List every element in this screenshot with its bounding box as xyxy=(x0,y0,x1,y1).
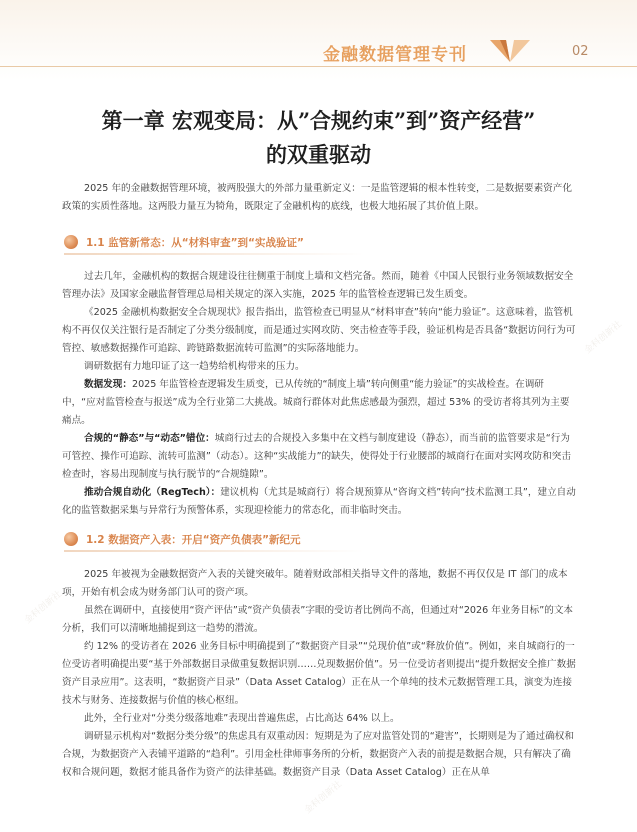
section2-paragraph-5: 调研显示机构对“数据分类分级”的焦虑具有双重动因：短期是为了应对监管处罚的“避害”，长期则是为了通过确权和合规，为数据资产入表铺平道路的“趋利”。引用金杜律师事务所的分析，数据资产入表的前提是数据合规，只有解决了确权和合规问题，数据才能具备作为资产的法律基础。数据资产目录（Data Asset Catalog）正在从单 xyxy=(62,731,574,778)
chapter-title-line-2: 的双重驱动 xyxy=(266,142,371,167)
finding-lead: 数据发现： xyxy=(84,379,132,390)
watermark: 金科创新社 xyxy=(303,779,344,816)
chapter-title-line-1: 第一章 宏观变局：从”合规约束”到”资产经营” xyxy=(101,108,536,133)
section2-paragraph-1: 2025 年被视为金融数据资产入表的关键突破年。随着财政部相关指导文件的落地，数据不再仅仅是 IT 部门的成本项，开始有机会成为财务部门认可的资产项。 xyxy=(62,569,568,598)
logo-icon xyxy=(488,38,532,64)
intro-paragraph: 2025 年的金融数据管理环境，被两股强大的外部力量重新定义：一是监管逻辑的根本性转变，二是数据要素资产化政策的实质性落地。这两股力量互为犄角，既限定了金融机构的底线，也极大地拓展了其价值上限。 xyxy=(62,183,572,212)
section1-paragraph-2: 《2025 金融机构数据安全合规现状》报告指出，监管检查已明显从“材料审查”转向“能力验证”。这意味着，监管机构不再仅仅关注银行是否制定了分类分级制度，而是通过实网攻防、突击检查等手段，验证机构是否具备“数据访问行为可管控、敏感数据操作可追踪、跨链路数据流转可监测”的实际落地能力。 xyxy=(62,307,576,354)
regtech-lead: 推动合规自动化（RegTech）： xyxy=(84,487,221,498)
section-underline xyxy=(64,253,364,255)
section1-paragraph-1: 过去几年，金融机构的数据合规建设往往侧重于制度上墙和文档完备。然而，随着《中国人民银行业务领域数据安全管理办法》及国家金融监督管理总局相关规定的深入实施，2025 年的监管检查逻辑已发生质变。 xyxy=(62,271,574,300)
section-heading-1-1 xyxy=(64,231,304,253)
bullet-dot-icon xyxy=(64,235,78,249)
section-underline xyxy=(64,550,364,552)
section2-paragraph-2: 虽然在调研中，直接使用“资产评估”或“资产负债表”字眼的受访者比例尚不高，但通过对“2026 年业务目标”的文本分析，我们可以清晰地捕捉到这一趋势的潜流。 xyxy=(62,605,574,634)
chapter-title xyxy=(40,104,597,172)
header-divider xyxy=(0,66,637,67)
header-band xyxy=(0,0,637,80)
section1-finding xyxy=(62,376,576,430)
watermark: 金科创新社 xyxy=(23,589,64,626)
section-title: 1.2 数据资产入表：开启“资产负债表”新纪元 xyxy=(86,533,301,546)
regtech-body: 建议机构（尤其是城商行）将合规预算从“咨询文档”转向“技术监测工具”，建立自动化的监管数据采集与异常行为预警体系，实现迎检能力的常态化，而非临时突击。 xyxy=(62,487,576,516)
section-title: 1.1 监管新常态：从“材料审查”到“实战验证” xyxy=(86,236,304,249)
section1-regtech xyxy=(62,484,576,520)
section2-paragraph-3: 约 12% 的受访者在 2026 业务目标中明确提到了“数据资产目录”“兑现价值”或“释放价值”。例如，来自城商行的一位受访者明确提出要“基于外部数据目录做重复数据识别……兑现数据价值”。另一位受访者则提出“提升数据安全推广数据资产目录应用”。这表明，“数据资产目录”（Data Asset Catalog）正在从一个单纯的技术元数据管理工具，演变为连接技术与财务、连接数据与价值的核心枢纽。 xyxy=(62,641,576,706)
section-heading-1-2 xyxy=(64,528,301,550)
finding-body: 2025 年监管检查逻辑发生质变，已从传统的“制度上墙”转向侧重“能力验证”的实战检查。在调研中，“应对监管检查与报送”成为全行业第二大挑战。城商行群体对此焦虑感最为强烈，超过 53% 的受访者将其列为主要痛点。 xyxy=(62,379,570,426)
magazine-title: 金融数据管理专刊 xyxy=(323,45,467,65)
section1-static-dynamic xyxy=(62,430,576,484)
static-dynamic-body: 城商行过去的合规投入多集中在文档与制度建设（静态），而当前的监管要求是“行为可管控、操作可追踪、流转可监测”（动态）。这种“实战能力”的缺失，使得处于行业腰部的城商行在面对实网攻防和突击检查时，容易出现制度与执行脱节的“合规缝隙”。 xyxy=(62,433,571,480)
section2-paragraph-4: 此外，全行业对“分类分级落地难”表现出普遍焦虑，占比高达 64% 以上。 xyxy=(84,713,400,724)
bullet-dot-icon xyxy=(64,532,78,546)
watermark: 金科创新社 xyxy=(583,319,624,356)
page-number: 02 xyxy=(572,44,589,59)
static-dynamic-lead: 合规的“静态”与“动态”错位： xyxy=(84,433,215,444)
section1-paragraph-3: 调研数据有力地印证了这一趋势给机构带来的压力。 xyxy=(84,361,305,372)
